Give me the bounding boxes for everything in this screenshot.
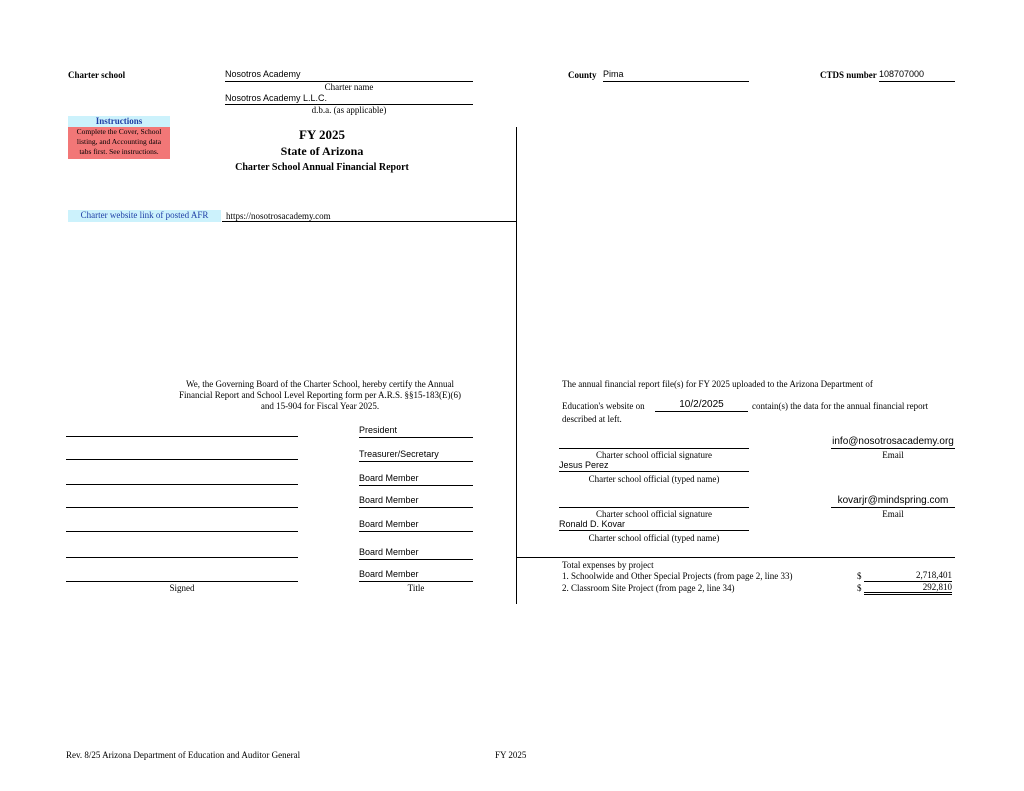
report-subtitle: Charter School Annual Financial Report: [235, 162, 409, 173]
board-title: Treasurer/Secretary: [359, 449, 473, 462]
charter-name-value: Nosotros Academy: [225, 69, 473, 82]
expense-row-currency: $: [857, 571, 862, 581]
expense-row-label: 2. Classroom Site Project (from page 2, line 34): [562, 583, 735, 593]
certification-line: Financial Report and School Level Reporting form per A.R.S. §§15-183(E)(6): [179, 390, 461, 400]
expense-row-currency: $: [857, 583, 862, 593]
website-url[interactable]: https://nosotrosacademy.com: [226, 211, 331, 221]
official-signature-caption: Charter school official signature: [595, 509, 713, 519]
dba-caption: d.b.a. (as applicable): [311, 105, 387, 115]
upload-line-2-prefix: Education's website on: [562, 401, 645, 411]
county-value: Pima: [603, 69, 749, 82]
instructions-line: tabs first. See instructions.: [79, 147, 159, 156]
footer-fy: FY 2025: [495, 750, 527, 760]
report-state: State of Arizona: [280, 144, 364, 158]
signature-line[interactable]: [66, 557, 298, 558]
email-caption: Email: [882, 509, 904, 519]
board-title: Board Member: [359, 473, 473, 486]
expenses-heading: Total expenses by project: [562, 560, 654, 570]
upload-date: 10/2/2025: [655, 399, 748, 412]
website-label: Charter website link of posted AFR: [68, 210, 221, 222]
official-typed-caption: Charter school official (typed name): [588, 474, 720, 484]
instructions-line: Complete the Cover, School: [76, 127, 162, 136]
instructions-title: Instructions: [68, 116, 170, 127]
email-caption: Email: [882, 450, 904, 460]
official-email[interactable]: info@nosotrosacademy.org: [832, 436, 954, 447]
certification-line: We, the Governing Board of the Charter School, hereby certify the Annual: [186, 379, 454, 389]
signature-line[interactable]: [66, 507, 298, 508]
report-fy: FY 2025: [298, 127, 346, 142]
expense-row-amount: 2,718,401: [864, 570, 952, 582]
website-underline: [222, 221, 516, 222]
board-title: Board Member: [359, 569, 473, 582]
footer-revision: Rev. 8/25 Arizona Department of Education and Auditor General: [66, 750, 301, 760]
expense-row-label: 1. Schoolwide and Other Special Projects (from page 2, line 33): [562, 571, 793, 581]
title-caption: Title: [407, 583, 425, 593]
official-typed-name: Ronald D. Kovar: [559, 519, 749, 531]
county-label: County: [568, 70, 597, 80]
signature-line[interactable]: [66, 436, 298, 437]
dba-value: Nosotros Academy L.L.C.: [225, 93, 473, 105]
signature-line[interactable]: [66, 581, 298, 582]
expense-row-amount: 292,810: [864, 582, 952, 595]
board-title: Board Member: [359, 519, 473, 532]
certification-line: and 15-904 for Fiscal Year 2025.: [260, 401, 380, 411]
official-typed-name: Jesus Perez: [559, 460, 749, 472]
signature-line[interactable]: [66, 484, 298, 485]
board-title: President: [359, 425, 473, 438]
official-signature-line[interactable]: [559, 507, 749, 508]
ctds-value: 108707000: [879, 69, 955, 82]
instructions-body: [68, 127, 170, 159]
vertical-divider: [516, 127, 517, 604]
signature-line[interactable]: [66, 531, 298, 532]
upload-line-1: The annual financial report file(s) for FY 2025 uploaded to the Arizona Department of: [562, 379, 873, 389]
instructions-line: listing, and Accounting data: [76, 137, 162, 146]
upload-line-2-suffix: contain(s) the data for the annual financial report: [752, 401, 929, 411]
official-typed-caption: Charter school official (typed name): [588, 533, 720, 543]
signed-caption: Signed: [169, 583, 195, 593]
ctds-label: CTDS number: [820, 70, 877, 80]
board-title: Board Member: [359, 547, 473, 560]
official-signature-line[interactable]: [559, 448, 749, 449]
charter-school-label: Charter school: [68, 70, 126, 80]
charter-name-caption: Charter name: [324, 82, 374, 92]
official-signature-caption: Charter school official signature: [595, 450, 713, 460]
expenses-divider: [516, 557, 955, 558]
upload-line-3: described at left.: [562, 414, 622, 424]
signature-line[interactable]: [66, 459, 298, 460]
board-title: Board Member: [359, 495, 473, 508]
certification-text: [170, 379, 470, 412]
official-email[interactable]: kovarjr@mindspring.com: [831, 495, 955, 508]
